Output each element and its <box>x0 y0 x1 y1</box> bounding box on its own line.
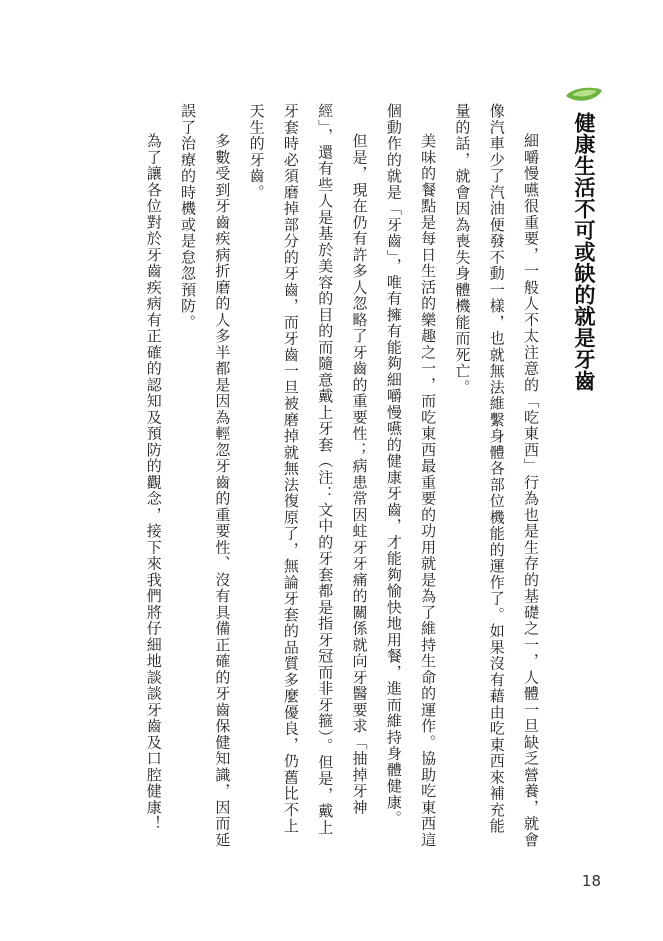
section-heading: 健康生活不可或缺的就是牙齒 <box>572 112 596 392</box>
paragraph-2: 美味的餐點是每日生活的樂趣之一，而吃東西最重要的功用就是為了維持生命的運作。協助吃東西這個動作的就是「牙齒」，唯有擁有能夠細嚼慢嚥的健康牙齒，才能夠愉快地用餐，進而維持身體健康。 <box>384 103 438 848</box>
paragraph-1: 細嚼慢嚥很重要，一般人不太注意的「吃東西」行為也是生存的基礎之一，人體一旦缺乏營養，就會像汽車少了汽油便發不動一樣，也就無法維繫身體各部位機能的運作了。如果沒有藉由吃東西來補充能量的話，就會因為喪失身體機能而死亡。 <box>453 103 540 848</box>
section-heading-block <box>563 86 605 392</box>
paragraph-3: 但是，現在仍有許多人忽略了牙齒的重要性；病患常因蛀牙牙痛的關係就向牙醫要求「抽掉牙神經」，還有些人是基於美容的目的而隨意戴上牙套（注：文中的牙套都是指牙冠而非牙箍）。但是，戴上牙套時必須磨掉部分的牙齒，而牙齒一旦被磨掉就無法復原了，無論牙套的品質多麼優良，仍舊比不上天生的牙齒。 <box>247 103 369 836</box>
paragraph-5: 為了讓各位對於牙齒疾病有正確的認知及預防的觀念，接下來我們將仔細地談談牙齒及口腔健康！ <box>144 133 163 832</box>
leaf-icon <box>564 86 604 106</box>
page-number: 18 <box>581 872 601 890</box>
paragraph-4: 多數受到牙齒疾病折磨的人多半都是因為輕忽牙齒的重要性、沒有具備正確的牙齒保健知識，因而延誤了治療的時機或是怠忽預防。 <box>179 103 232 848</box>
body-text <box>78 103 548 848</box>
